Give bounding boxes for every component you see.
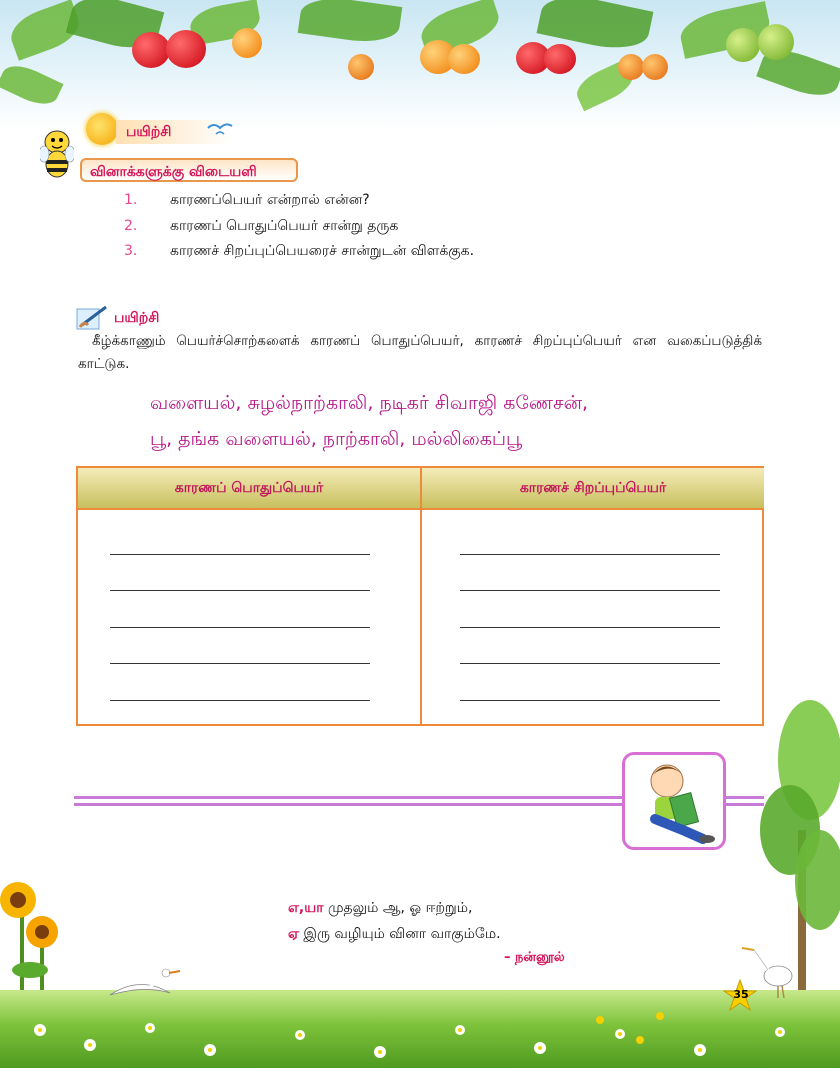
classification-table	[76, 466, 764, 726]
header-foliage	[0, 0, 840, 130]
apple-icon	[166, 30, 206, 68]
quote-line-2-text: இரு வழியும் வினா வாகும்மே.	[303, 926, 501, 942]
quote-line-1-initial: எ,யா	[288, 900, 324, 916]
olive-icon	[758, 24, 794, 60]
apple-icon	[132, 32, 170, 68]
answer-line-specific[interactable]	[460, 554, 720, 555]
answer-line-general[interactable]	[110, 700, 370, 701]
boy-reading-illustration	[622, 752, 726, 850]
quote-line-1	[288, 900, 472, 918]
sunflowers-illustration	[0, 860, 80, 1010]
question-number: 2.	[124, 218, 138, 234]
orange-icon	[618, 54, 644, 80]
answer-line-general[interactable]	[110, 627, 370, 628]
question-number: 3.	[124, 243, 138, 259]
quote-line-1-text: முதலும் ஆ, ஓ ஈற்றும்,	[328, 900, 473, 916]
quote-author: – நன்னூல்	[504, 950, 565, 965]
page-number: 35	[733, 988, 749, 1001]
quote-line-2-initial: ஏ	[288, 926, 299, 942]
stork-illustration	[100, 965, 190, 1015]
orange-icon	[348, 54, 374, 80]
answer-line-general[interactable]	[110, 554, 370, 555]
table-header-specific: காரணச் சிறப்புப்பெயர்	[422, 468, 764, 508]
section1-title: பயிற்சி	[116, 120, 233, 144]
word-list-line-2: பூ, தங்க வளையல், நாற்காலி, மல்லிகைப்பூ	[150, 428, 523, 450]
answer-line-specific[interactable]	[460, 590, 720, 591]
word-list-line-1: வளையல், சுழல்நாற்காலி, நடிகர் சிவாஜி கணேசன்,	[150, 392, 589, 414]
sun-icon	[86, 113, 118, 145]
answer-line-specific[interactable]	[460, 700, 720, 701]
orange-icon	[232, 28, 262, 58]
question-text: காரணப்பெயர் என்றால் என்ன?	[170, 192, 370, 208]
pen-writing-icon	[76, 305, 110, 331]
birds-icon	[206, 120, 236, 138]
apple-icon	[544, 44, 576, 74]
table-header-general: காரணப் பொதுப்பெயர்	[78, 468, 420, 508]
question-text: காரணச் சிறப்புப்பெயரைச் சான்றுடன் விளக்குக.	[170, 243, 475, 259]
section1-subtitle: வினாக்களுக்கு விடையளி	[80, 158, 298, 182]
section2-title: பயிற்சி	[114, 310, 160, 326]
orange-icon	[642, 54, 668, 80]
question-text: காரணப் பொதுப்பெயர் சான்று தருக	[170, 218, 399, 234]
question-number: 1.	[124, 192, 138, 208]
answer-line-specific[interactable]	[460, 663, 720, 664]
olive-icon	[726, 28, 760, 62]
answer-line-specific[interactable]	[460, 627, 720, 628]
quote-line-2	[288, 926, 501, 944]
answer-line-general[interactable]	[110, 590, 370, 591]
bee-icon	[40, 128, 74, 180]
answer-line-general[interactable]	[110, 663, 370, 664]
instruction-text: கீழ்க்காணும் பெயர்ச்சொற்களைக் காரணப் பொதுப்பெயர், காரணச் சிறப்புப்பெயர் என வகைப்படுத்திக் காட்டுக.	[78, 333, 762, 372]
orange-icon	[448, 44, 480, 74]
